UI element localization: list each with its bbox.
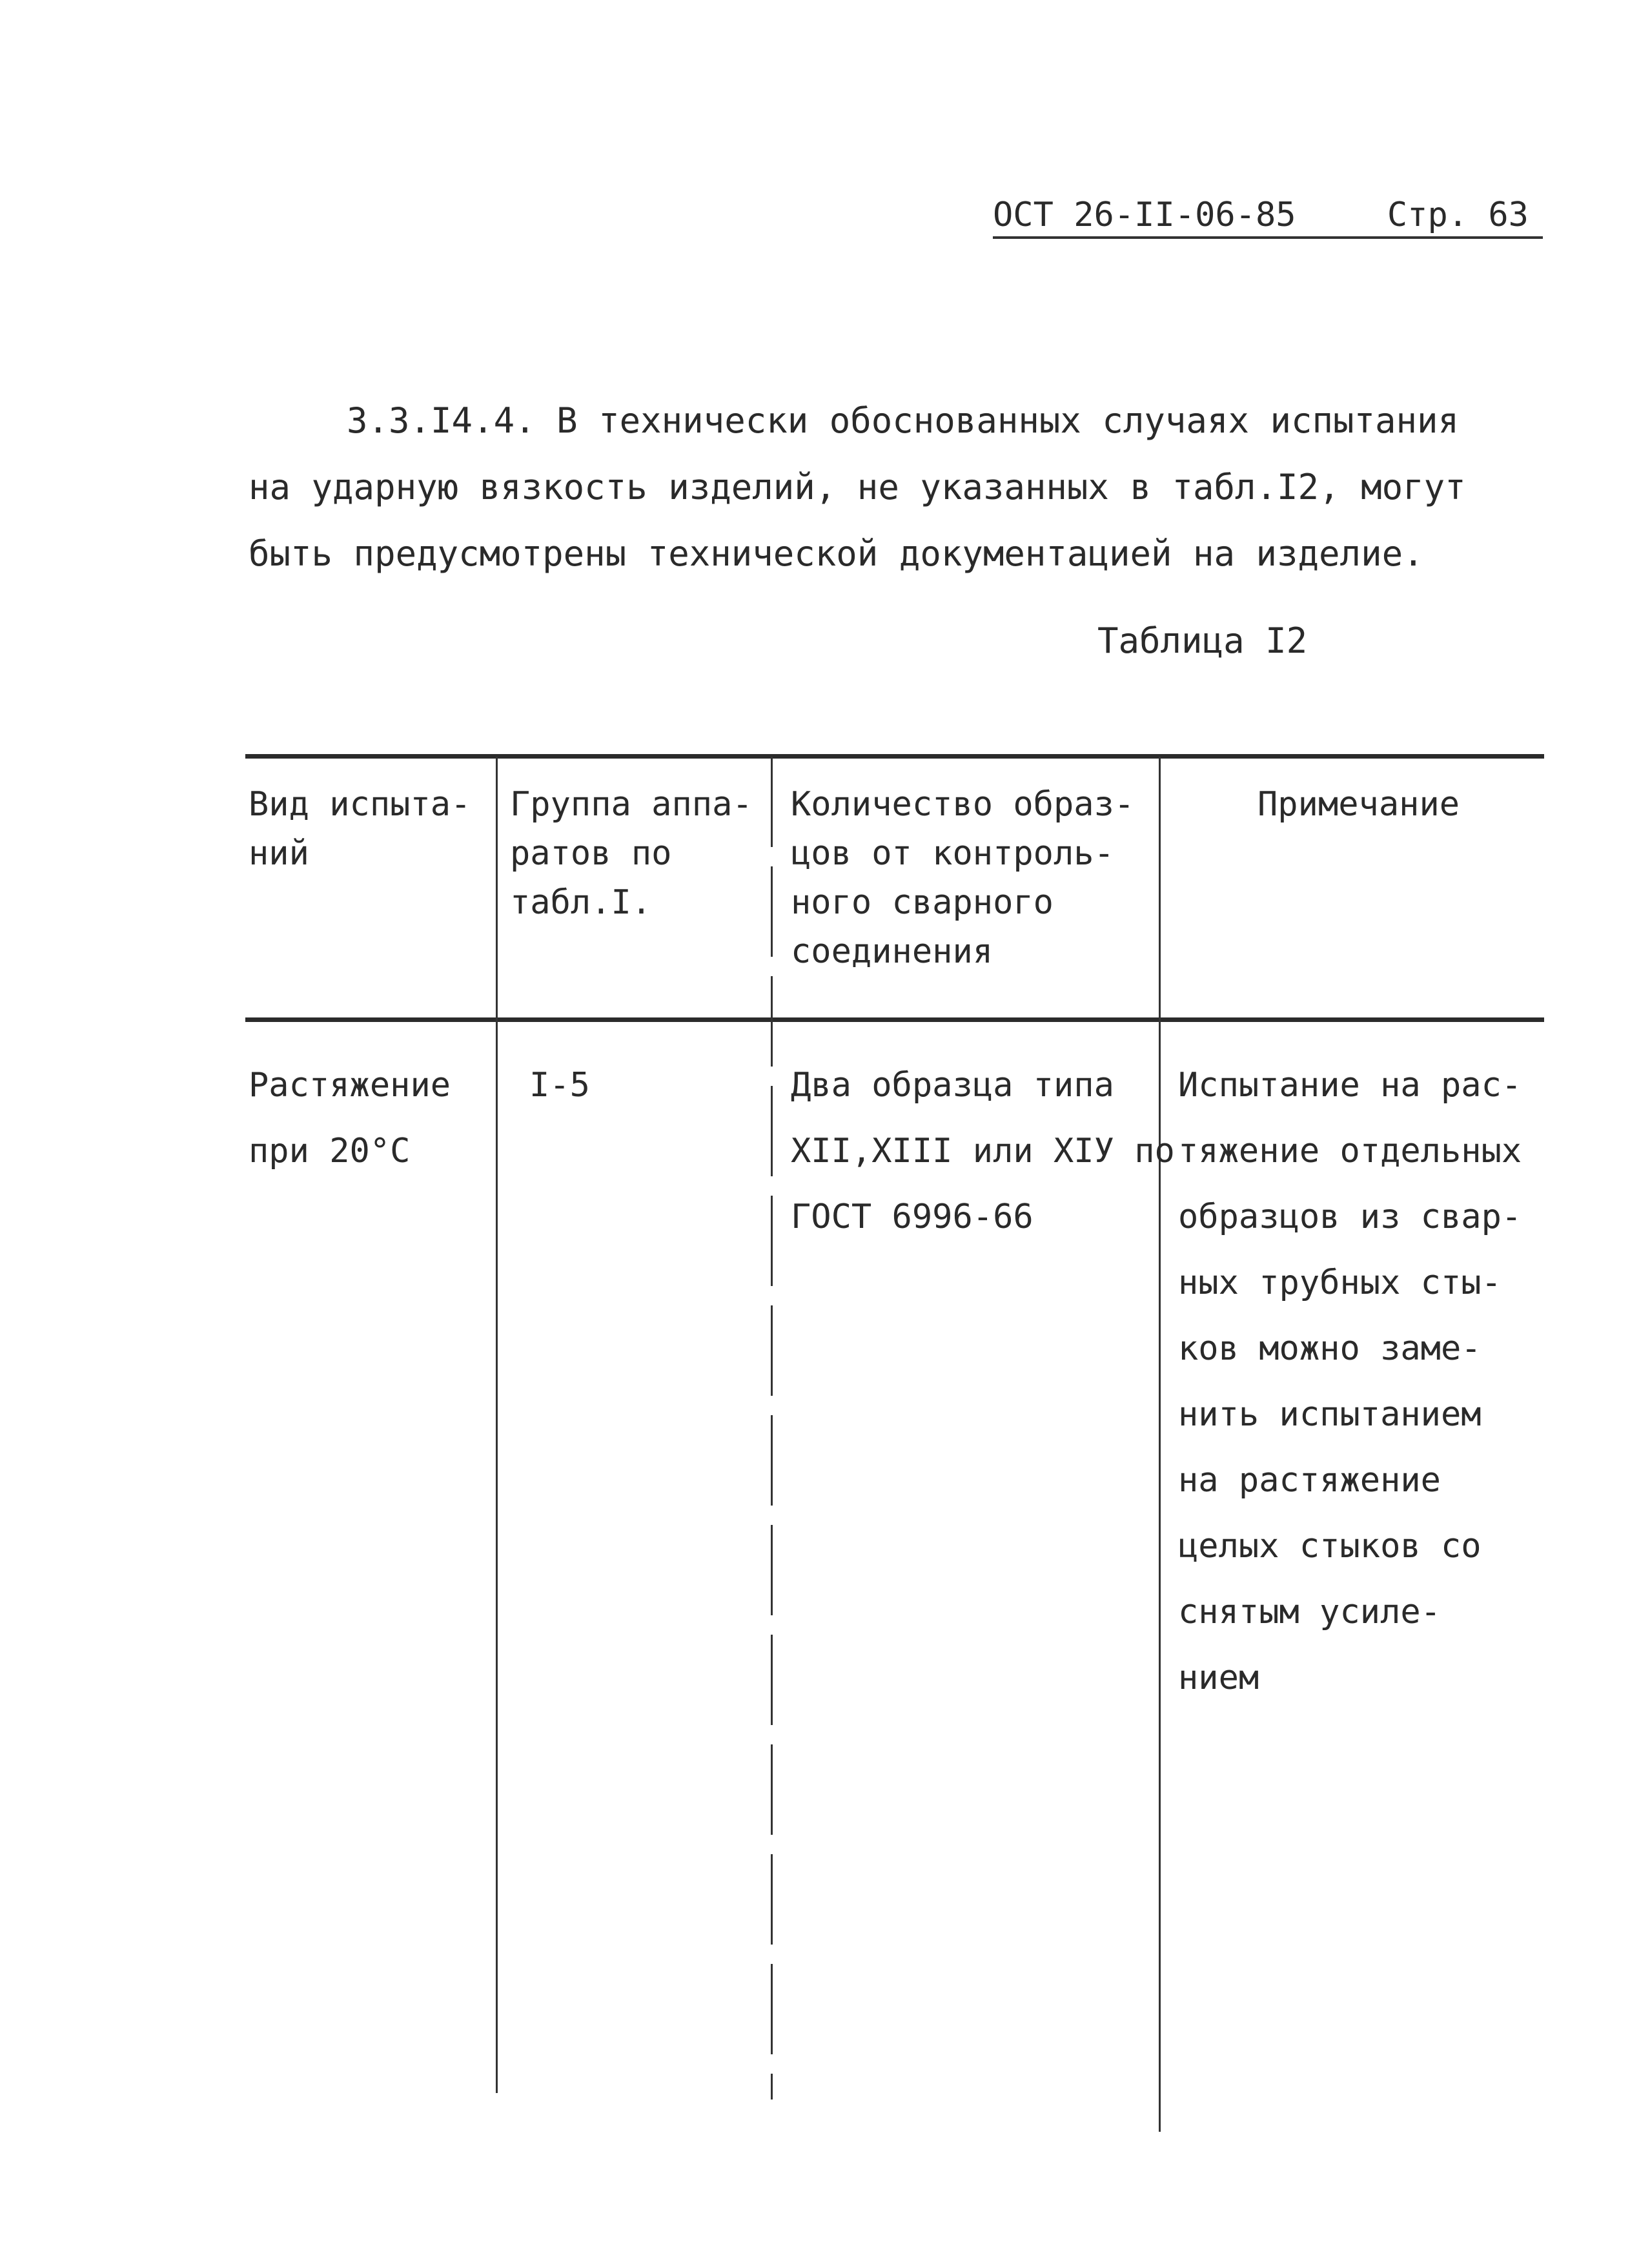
paragraph-line: на ударную вязкость изделий, не указанных в табл.I2, могут [249, 467, 1466, 507]
paragraph-line: 3.3.I4.4. В технически обоснованных случаях испытания [347, 400, 1460, 441]
column-divider [771, 757, 773, 2099]
cell-test-type [249, 1052, 451, 1184]
cell-line: на растяжение [1178, 1461, 1441, 1500]
header-line: Примечание [1258, 785, 1460, 824]
header-line: ратов по [510, 834, 672, 873]
header-cell-group [510, 780, 753, 927]
header-line: ний [249, 834, 309, 873]
cell-group [529, 1052, 590, 1118]
cell-line: снятым усиле- [1178, 1593, 1441, 1631]
header-cell-test-type [249, 780, 471, 878]
header-line: цов от контроль- [791, 834, 1114, 873]
cell-line: Два образца типа [791, 1066, 1114, 1105]
cell-samples [791, 1052, 1175, 1250]
cell-line: ных трубных сты- [1178, 1263, 1502, 1302]
cell-line: при 20°С [249, 1132, 411, 1170]
document-number: ОСТ 26-II-06-85 [993, 196, 1296, 234]
cell-note [1178, 1052, 1522, 1711]
page-header [993, 194, 1543, 239]
table-top-rule [245, 754, 1544, 759]
body-paragraph [249, 387, 1466, 587]
cell-line: нить испытанием [1178, 1395, 1482, 1434]
paragraph-line: быть предусмотрены технической документацией на изделие. [249, 533, 1424, 574]
cell-line: Испытание на рас- [1178, 1066, 1522, 1105]
header-line: соединения [791, 932, 993, 971]
column-divider [496, 757, 498, 2093]
cell-line: тяжение отдельных [1178, 1132, 1522, 1170]
header-line: Группа аппа- [510, 785, 753, 824]
header-cell-note [1258, 780, 1460, 829]
cell-line: нием [1178, 1659, 1259, 1697]
header-line: Количество образ- [791, 785, 1135, 824]
cell-line: целых стыков со [1178, 1527, 1482, 1566]
column-divider [1159, 757, 1161, 2132]
cell-line: ГОСТ 6996-66 [791, 1198, 1034, 1236]
cell-line: образцов из свар- [1178, 1198, 1522, 1236]
cell-line: XII,XIII или XIУ по [791, 1132, 1175, 1170]
table-header-rule [245, 1017, 1544, 1022]
header-line: Вид испыта- [249, 785, 471, 824]
header-cell-samples [791, 780, 1134, 976]
cell-line: Растяжение [249, 1066, 451, 1105]
cell-line: ков можно заме- [1178, 1329, 1482, 1368]
header-line: табл.I. [510, 883, 652, 922]
cell-line: I-5 [529, 1066, 590, 1105]
page-number: Стр. 63 [1387, 196, 1529, 234]
header-line: ного сварного [791, 883, 1054, 922]
table-caption: Таблица I2 [1097, 620, 1308, 661]
